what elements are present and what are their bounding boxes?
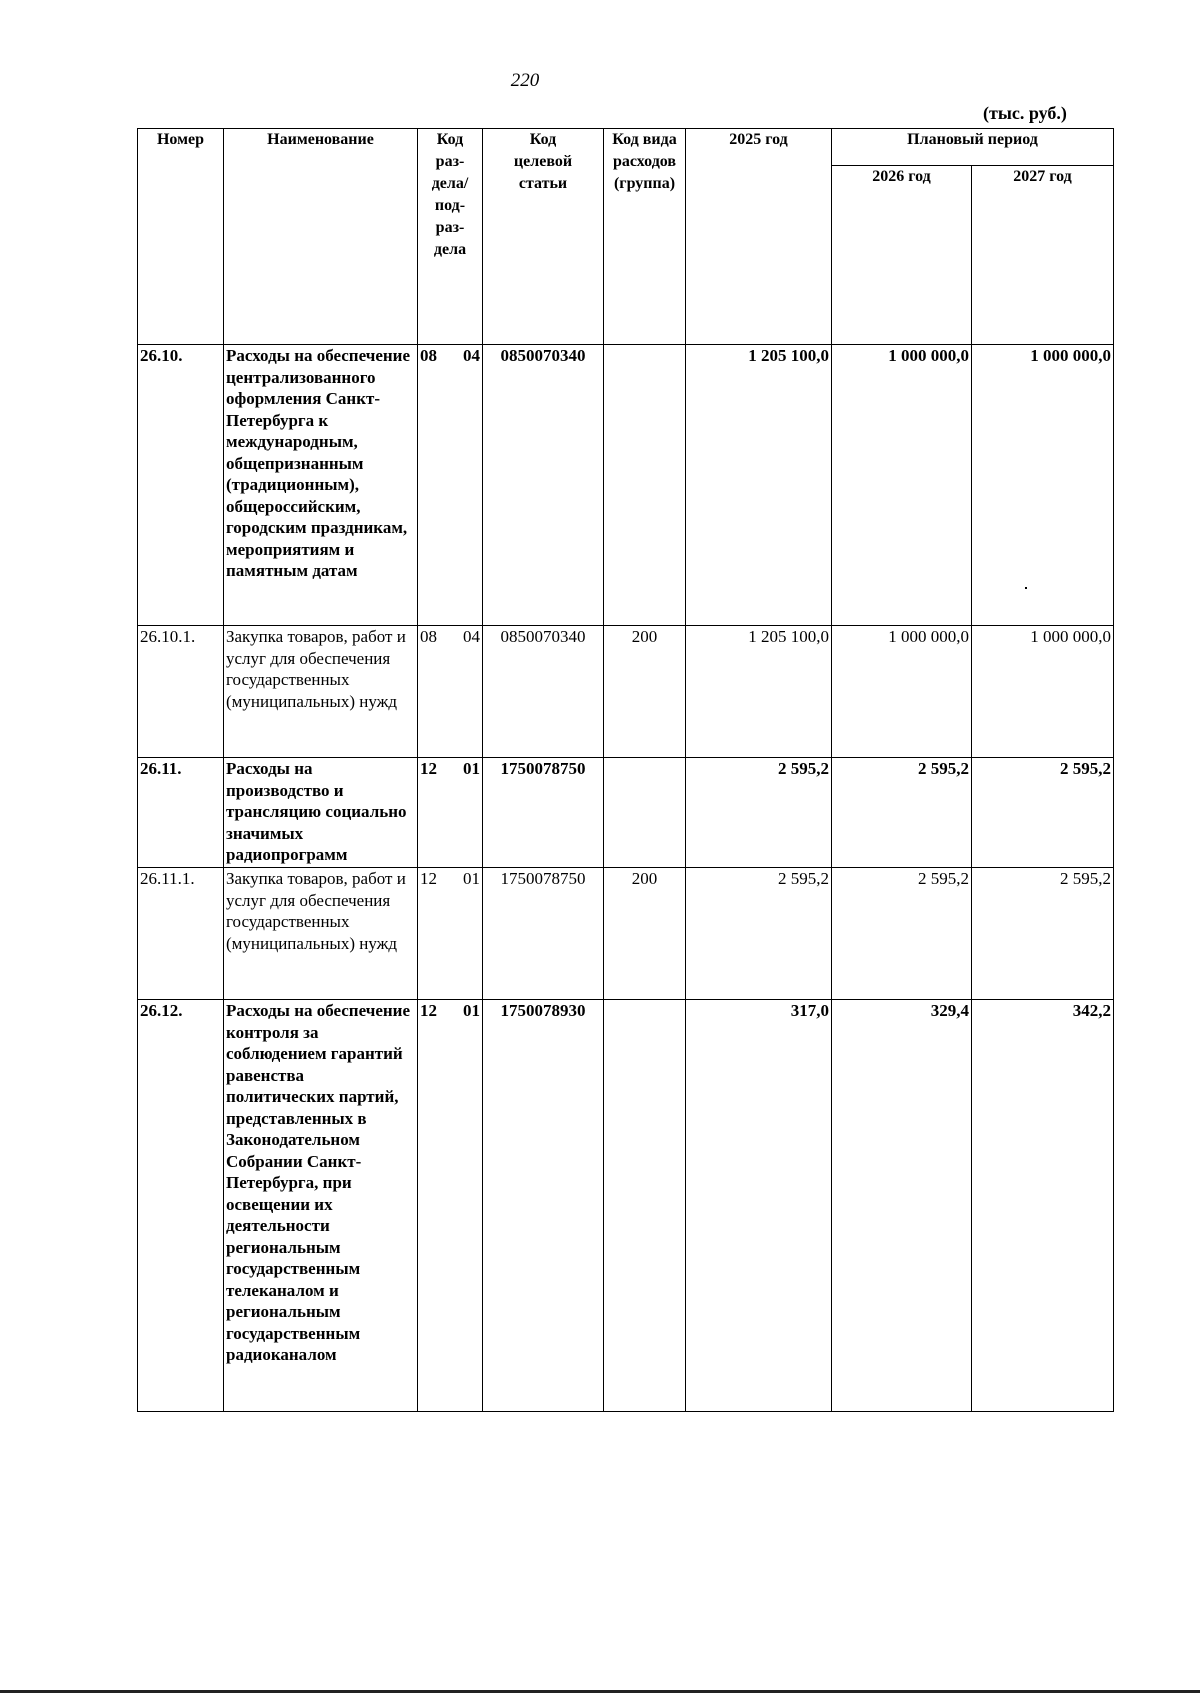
row-amount-2025: 2 595,2	[686, 758, 832, 868]
row-amount-2026: 329,4	[832, 1000, 972, 1412]
header-type-line: (группа)	[613, 175, 676, 192]
row-number: 26.10.	[138, 345, 224, 626]
row-section-code	[418, 1000, 483, 1412]
header-section-line: Код	[436, 131, 464, 148]
row-section-code	[418, 758, 483, 868]
budget-table	[137, 128, 1114, 1412]
header-year-2026: 2026 год	[832, 166, 972, 345]
header-name: Наименование	[224, 129, 418, 345]
header-section-line: раз-	[435, 153, 465, 170]
page-number: 220	[510, 70, 540, 91]
row-name: Закупка товаров, работ и услуг для обеспечения государственных (муниципальных) нужд	[224, 868, 418, 1000]
row-amount-2027: 2 595,2	[972, 758, 1114, 868]
row-section: 12	[420, 759, 437, 778]
row-expense-type	[604, 1000, 686, 1412]
row-amount-2025: 1 205 100,0	[686, 626, 832, 758]
row-amount-2027: 2 595,2	[972, 868, 1114, 1000]
row-target-code: 1750078750	[483, 758, 604, 868]
header-expense-type	[604, 129, 686, 345]
row-amount-2026: 1 000 000,0	[832, 626, 972, 758]
units-label: (тыс. руб.)	[983, 103, 1067, 123]
page-bottom-edge	[0, 1690, 1200, 1693]
row-amount-2025: 317,0	[686, 1000, 832, 1412]
row-target-code: 1750078930	[483, 1000, 604, 1412]
row-name: Расходы на обеспечение централизованного оформления Санкт-Петербурга к международным, общепризнанным (традиционным), общероссийским, городским праздникам, мероприятиям и памятным датам	[224, 345, 418, 626]
table-row	[138, 345, 1114, 626]
row-amount-2027: 342,2	[972, 1000, 1114, 1412]
row-section: 12	[420, 869, 437, 888]
header-type-line: Код вида	[612, 131, 677, 148]
row-subsection: 01	[463, 1001, 480, 1020]
row-amount-2025: 2 595,2	[686, 868, 832, 1000]
row-amount-2027: 1 000 000,0	[972, 626, 1114, 758]
header-year-2025: 2025 год	[686, 129, 832, 345]
row-subsection: 01	[463, 759, 480, 778]
row-amount-2027: 1 000 000,0	[972, 345, 1114, 626]
header-number: Номер	[138, 129, 224, 345]
table-row	[138, 868, 1114, 1000]
row-target-code: 0850070340	[483, 345, 604, 626]
row-number: 26.11.1.	[138, 868, 224, 1000]
row-expense-type	[604, 345, 686, 626]
row-name: Закупка товаров, работ и услуг для обеспечения государственных (муниципальных) нужд	[224, 626, 418, 758]
header-planned-period: Плановый период	[832, 129, 1114, 166]
table-row	[138, 1000, 1114, 1412]
row-subsection: 04	[463, 627, 480, 646]
header-target-code	[483, 129, 604, 345]
row-number: 26.11.	[138, 758, 224, 868]
header-year-2027: 2027 год	[972, 166, 1114, 345]
header-row-top	[138, 129, 1114, 166]
scan-speck	[1025, 587, 1027, 589]
header-section-line: раз-	[435, 219, 465, 236]
row-number: 26.12.	[138, 1000, 224, 1412]
row-section: 12	[420, 1001, 437, 1020]
row-section: 08	[420, 627, 437, 646]
row-section: 08	[420, 346, 437, 365]
header-section-line: под-	[434, 197, 466, 214]
header-section-line: дела	[433, 241, 467, 258]
header-section-code	[418, 129, 483, 345]
header-section-line: дела/	[431, 175, 469, 192]
row-amount-2026: 2 595,2	[832, 758, 972, 868]
row-section-code	[418, 626, 483, 758]
row-expense-type: 200	[604, 626, 686, 758]
row-amount-2026: 1 000 000,0	[832, 345, 972, 626]
row-section-code	[418, 345, 483, 626]
row-target-code: 0850070340	[483, 626, 604, 758]
header-target-line: Код	[529, 131, 557, 148]
row-target-code: 1750078750	[483, 868, 604, 1000]
table-row	[138, 758, 1114, 868]
row-amount-2025: 1 205 100,0	[686, 345, 832, 626]
header-target-line: статьи	[518, 175, 568, 192]
row-subsection: 01	[463, 869, 480, 888]
row-subsection: 04	[463, 346, 480, 365]
row-name: Расходы на обеспечение контроля за соблюдением гарантий равенства политических партий, представленных в Законодательном Собрании Санкт-Петербурга, при освещении их деятельности региональным государственным телеканалом и региональным государственным радиоканалом	[224, 1000, 418, 1412]
header-type-line: расходов	[612, 153, 677, 170]
row-number: 26.10.1.	[138, 626, 224, 758]
row-expense-type	[604, 758, 686, 868]
row-expense-type: 200	[604, 868, 686, 1000]
table-row	[138, 626, 1114, 758]
row-amount-2026: 2 595,2	[832, 868, 972, 1000]
row-section-code	[418, 868, 483, 1000]
header-target-line: целевой	[513, 153, 573, 170]
row-name: Расходы на производство и трансляцию социально значимых радиопрограмм	[224, 758, 418, 868]
